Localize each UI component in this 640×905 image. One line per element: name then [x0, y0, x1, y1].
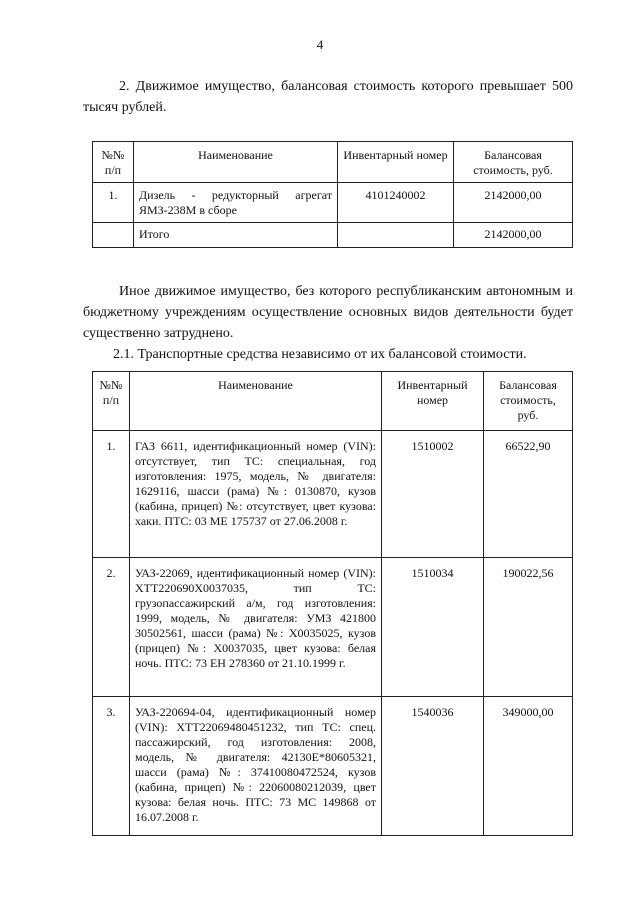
row-num: 2. — [93, 558, 130, 697]
total-cost: 2142000,00 — [454, 223, 573, 248]
total-label: Итого — [134, 223, 338, 248]
row-num: 3. — [93, 697, 130, 836]
row-inventory: 1510034 — [382, 558, 484, 697]
total-empty-cell — [338, 223, 454, 248]
header-cost: Балансовая стоимость, руб. — [484, 372, 573, 431]
header-inventory: Инвентарный номер — [382, 372, 484, 431]
row-num: 1. — [93, 183, 134, 223]
table-header-row — [93, 372, 573, 431]
header-num: №№ п/п — [93, 372, 130, 431]
header-num: №№ п/п — [93, 142, 134, 183]
table-row — [93, 697, 573, 836]
section-2-heading: 2. Движимое имущество, балансовая стоимость которого превышает 500 тысяч рублей. — [83, 79, 573, 115]
section-2-1-heading: 2.1. Транспортные средства независимо от их балансовой стоимости. — [113, 347, 527, 362]
row-name: УАЗ-220694-04, идентификационный номер (VIN): ХТТ22069480451232, тип ТС: спец. пассажирский, год изготовления: 2008, модель, № двигателя: 42130Е*80605321, шасси (рама) №: 37410080472524, кузов (кабина, прицеп) №: 22060080212039, цвет кузова: белая ночь. ПТС: 73 МС 149868 от 16.07.2008 г. — [130, 697, 382, 836]
table-row — [93, 431, 573, 558]
row-cost: 349000,00 — [484, 697, 573, 836]
row-inventory: 4101240002 — [338, 183, 454, 223]
vehicles-table — [92, 371, 573, 836]
row-name: ГАЗ 6611, идентификационный номер (VIN): отсутствует, тип ТС: специальная, год изготовления: 1975, модель, № двигателя: 1629116, шасси (рама) №: 0130870, кузов (кабина, прицеп) №: отсутствует, цвет кузова: хаки. ПТС: 03 МЕ 175737 от 27.06.2008 г. — [130, 431, 382, 558]
table-row — [93, 183, 573, 223]
row-inventory: 1510002 — [382, 431, 484, 558]
other-property-paragraph: Иное движимое имущество, без которого республиканским автономным и бюджетному учреждениям осуществление основных видов деятельности будет существенно затруднено. — [83, 284, 573, 341]
row-inventory: 1540036 — [382, 697, 484, 836]
row-cost: 66522,90 — [484, 431, 573, 558]
total-empty-cell — [93, 223, 134, 248]
header-name: Наименование — [130, 372, 382, 431]
row-name: УАЗ-22069, идентификационный номер (VIN): ХТТ220690Х0037035, тип ТС: грузопассажирский а/м, год изготовления: 1999, модель, № двигателя: УМЗ 421800 30502561, шасси (рама) №: Х0035025, кузов (прицеп) №: Х0037035, цвет кузова: белая ночь. ПТС: 73 ЕН 278360 от 21.10.1999 г. — [130, 558, 382, 697]
header-cost: Балансовая стоимость, руб. — [454, 142, 573, 183]
table-header-row — [93, 142, 573, 183]
row-cost: 2142000,00 — [454, 183, 573, 223]
row-num: 1. — [93, 431, 130, 558]
movable-property-table — [92, 141, 573, 248]
header-name: Наименование — [134, 142, 338, 183]
page-number: 4 — [316, 37, 324, 52]
header-inventory: Инвентарный номер — [338, 142, 454, 183]
table-total-row — [93, 223, 573, 248]
row-cost: 190022,56 — [484, 558, 573, 697]
table-row — [93, 558, 573, 697]
row-name: Дизель - редукторный агрегат ЯМЗ-238М в сборе — [134, 183, 338, 223]
